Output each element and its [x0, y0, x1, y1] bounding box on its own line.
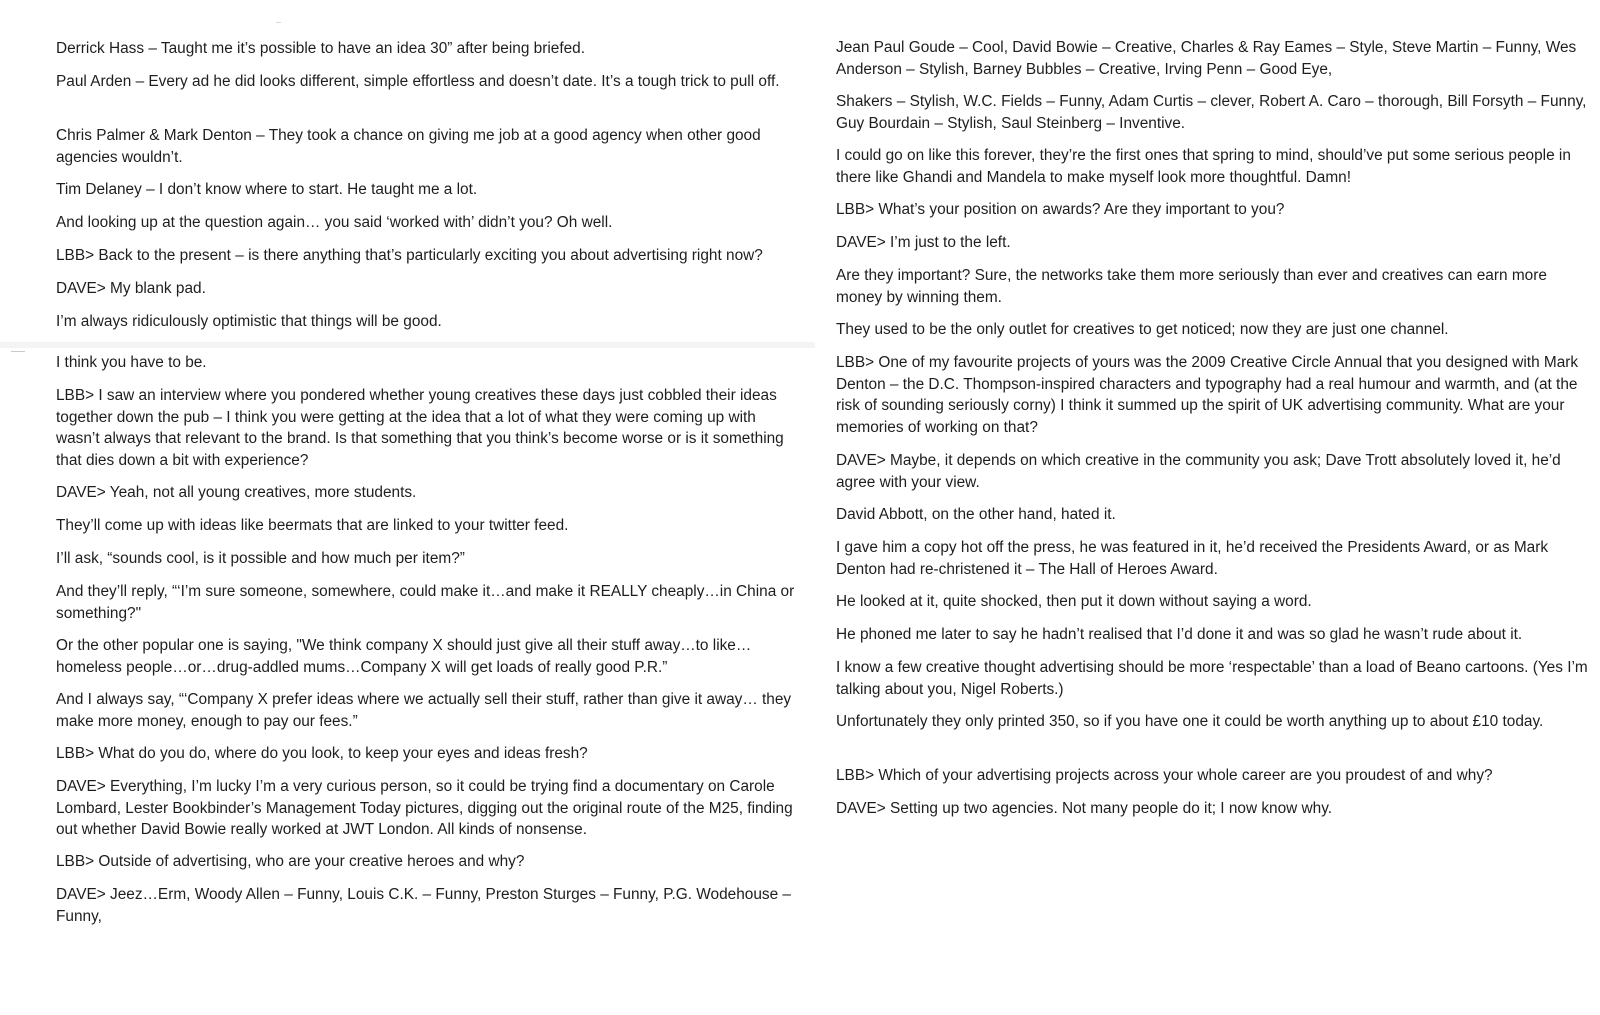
- paragraph: David Abbott, on the other hand, hated it.: [836, 506, 1116, 523]
- paragraph: Derrick Hass – Taught me it’s possible to have an idea 30” after being briefed.: [56, 40, 585, 57]
- paragraph: And looking up at the question again… you said ‘worked with’ didn’t you? Oh well.: [56, 214, 613, 231]
- paragraph: I’m always ridiculously optimistic that things will be good.: [56, 313, 442, 330]
- question: LBB> I saw an interview where you pondered whether young creatives these days just cobbled their ideas together down the pub – I think you were getting at the idea that a lot of what they were coming up with wasn’t always that relevant to the brand. Is that something that you think’s become worse or is it something that dies down a bit with experience?: [56, 387, 784, 469]
- paragraph: Unfortunately they only printed 350, so if you have one it could be worth anything up to about £10 today.: [836, 713, 1544, 730]
- answer: DAVE> Yeah, not all young creatives, more students.: [56, 484, 417, 501]
- answer: DAVE> Setting up two agencies. Not many people do it; I now know why.: [836, 800, 1333, 817]
- question: LBB> What’s your position on awards? Are they important to you?: [836, 201, 1285, 218]
- paragraph: I gave him a copy hot off the press, he was featured in it, he’d received the Presidents Award, or as Mark Denton had re-christened it – The Hall of Heroes Award.: [836, 539, 1549, 578]
- scan-mark: [11, 351, 25, 352]
- question: LBB> One of my favourite projects of yours was the 2009 Creative Circle Annual that you designed with Mark Denton – the D.C. Thompson-inspired characters and typography had a real humour and warmth, and (at the risk of sounding seriously corny) I think it summed up the spirit of UK advertising community. What are your memories of working on that?: [836, 354, 1579, 436]
- paragraph: Shakers – Stylish, W.C. Fields – Funny, Adam Curtis – clever, Robert A. Caro – thorough, Bill Forsyth – Funny, Guy Bourdain – Stylish, Saul Steinberg – Inventive.: [836, 93, 1587, 132]
- paragraph: I think you have to be.: [56, 354, 207, 371]
- answer: DAVE> My blank pad.: [56, 280, 206, 297]
- answer: DAVE> Everything, I’m lucky I’m a very curious person, so it could be trying find a documentary on Carole Lombard, Lester Bookbinder’s Management Today pictures, digging out the original route of the M25, finding out whether David Bowie really worked at JWT London. All kinds of nonsense.: [56, 778, 793, 838]
- question: LBB> Which of your advertising projects across your whole career are you proudest of and why?: [836, 767, 1493, 784]
- paragraph: Are they important? Sure, the networks take them more seriously than ever and creatives can earn more money by winning them.: [836, 267, 1547, 306]
- paragraph: They used to be the only outlet for creatives to get noticed; now they are just one channel.: [836, 321, 1449, 338]
- paragraph: Jean Paul Goude – Cool, David Bowie – Creative, Charles & Ray Eames – Style, Steve Martin – Funny, Wes Anderson – Stylish, Barney Bubbles – Creative, Irving Penn – Good Eye,: [836, 39, 1577, 78]
- paragraph: Paul Arden – Every ad he did looks different, simple effortless and doesn’t date. It’s a tough trick to pull off.: [56, 73, 780, 90]
- paragraph: Tim Delaney – I don’t know where to start. He taught me a lot.: [56, 181, 478, 198]
- paragraph: He phoned me later to say he hadn’t realised that I’d done it and was so glad he wasn’t rude about it.: [836, 626, 1523, 643]
- answer: DAVE> Maybe, it depends on which creative in the community you ask; Dave Trott absolutely loved it, he’d agree with your view.: [836, 452, 1561, 491]
- paragraph: Chris Palmer & Mark Denton – They took a chance on giving me job at a good agency when other good agencies wouldn’t.: [56, 127, 761, 166]
- paragraph: They’ll come up with ideas like beermats that are linked to your twitter feed.: [56, 517, 569, 534]
- answer: DAVE> I’m just to the left.: [836, 234, 1011, 251]
- paragraph: Or the other popular one is saying, "We think company X should just give all their stuff away…to like… homeless people…or…drug-addled mums…Company X will get loads of really good P.R.”: [56, 637, 752, 676]
- paragraph: And they’ll reply, “‘I’m sure someone, somewhere, could make it…and make it REALLY cheaply…in China or something?": [56, 583, 795, 622]
- scan-band: [0, 342, 815, 348]
- question: LBB> Back to the present – is there anything that’s particularly exciting you about advertising right now?: [56, 247, 763, 264]
- question: LBB> Outside of advertising, who are your creative heroes and why?: [56, 853, 525, 870]
- scan-mark: [276, 22, 281, 23]
- paragraph: I know a few creative thought advertising should be more ‘respectable’ than a load of Beano cartoons. (Yes I’m talking about you, Nigel Roberts.): [836, 659, 1588, 698]
- question: LBB> What do you do, where do you look, to keep your eyes and ideas fresh?: [56, 745, 588, 762]
- paragraph: I could go on like this forever, they’re the first ones that spring to mind, should’ve put some serious people in there like Ghandi and Mandela to make myself look more thoughtful. Damn!: [836, 147, 1571, 186]
- answer: DAVE> Jeez…Erm, Woody Allen – Funny, Louis C.K. – Funny, Preston Sturges – Funny, P.G. Wodehouse – Funny,: [56, 886, 791, 925]
- paragraph: And I always say, “‘Company X prefer ideas where we actually sell their stuff, rather than give it away… they make more money, enough to pay our fees.”: [56, 691, 792, 730]
- paragraph: I’ll ask, “sounds cool, is it possible and how much per item?”: [56, 550, 465, 567]
- paragraph: He looked at it, quite shocked, then put it down without saying a word.: [836, 593, 1312, 610]
